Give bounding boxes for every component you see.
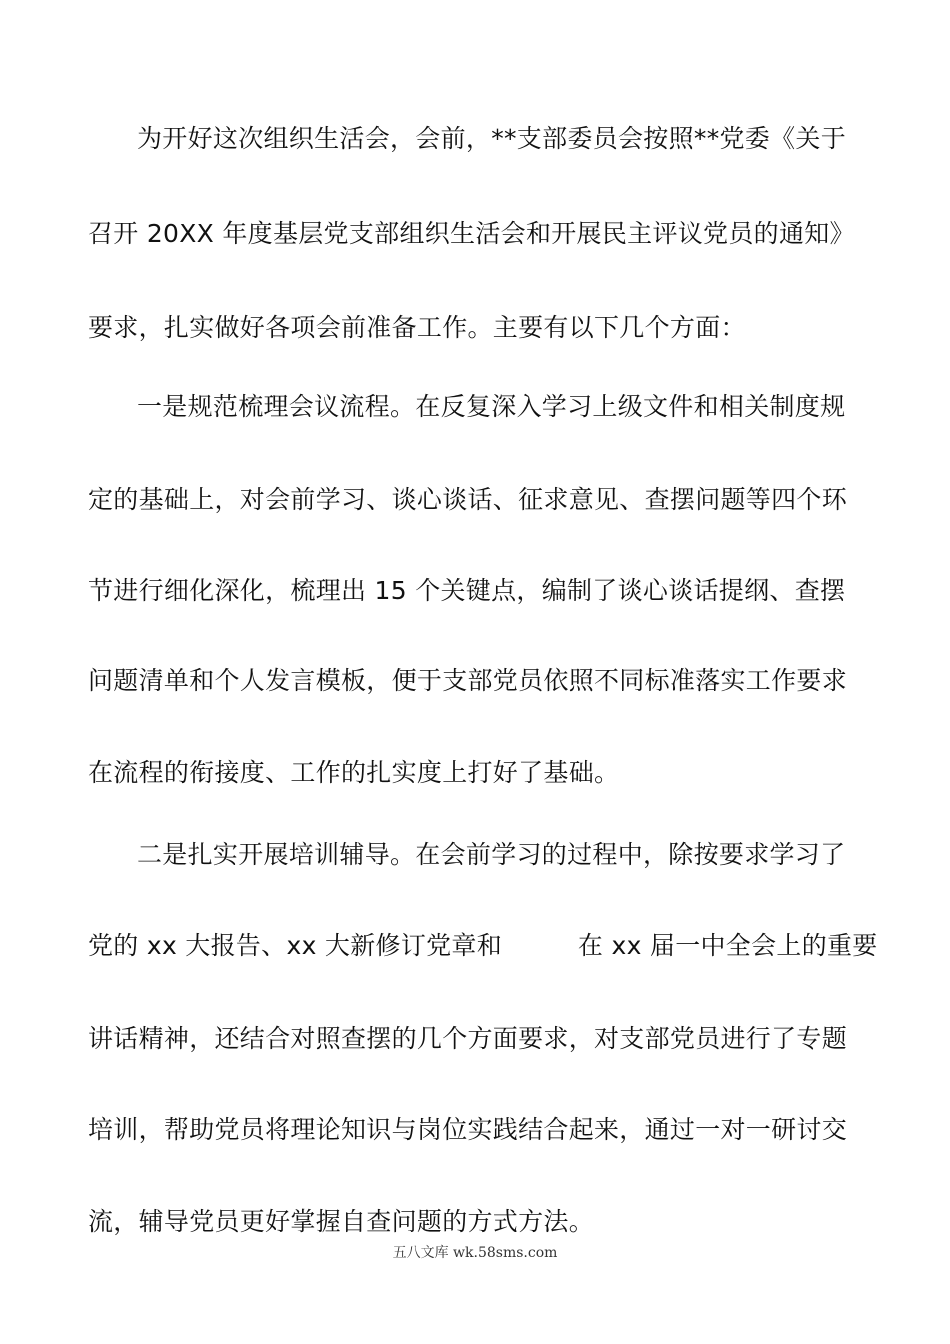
paragraph-2-line-1: 一是规范梳理会议流程。在反复深入学习上级文件和相关制度规 bbox=[137, 392, 846, 421]
paragraph-3-line-1: 二是扎实开展培训辅导。在会前学习的过程中，除按要求学习了 bbox=[137, 840, 846, 869]
paragraph-1-line-3: 要求，扎实做好各项会前准备工作。主要有以下几个方面： bbox=[88, 313, 746, 342]
paragraph-3-line-4: 培训，帮助党员将理论知识与岗位实践结合起来，通过一对一研讨交 bbox=[88, 1115, 848, 1144]
paragraph-2-line-3: 节进行细化深化，梳理出 15 个关键点，编制了谈心谈话提纲、查摆 bbox=[88, 576, 846, 605]
paragraph-2-line-5: 在流程的衔接度、工作的扎实度上打好了基础。 bbox=[88, 758, 620, 787]
paragraph-2-line-2: 定的基础上，对会前学习、谈心谈话、征求意见、查摆问题等四个环 bbox=[88, 485, 848, 514]
paragraph-1-line-2: 召开 20XX 年度基层党支部组织生活会和开展民主评议党员的通知》 bbox=[88, 219, 855, 248]
paragraph-3-line-5: 流，辅导党员更好掌握自查问题的方式方法。 bbox=[88, 1207, 595, 1236]
paragraph-1-line-1: 为开好这次组织生活会，会前，**支部委员会按照**党委《关于 bbox=[137, 124, 847, 153]
footer-watermark: 五八文库 wk.58sms.com bbox=[392, 1245, 558, 1261]
paragraph-2-line-4: 问题清单和个人发言模板，便于支部党员依照不同标准落实工作要求 bbox=[88, 666, 848, 695]
paragraph-3-line-2: 党的 xx 大报告、xx 大新修订党章和 在 xx 届一中全会上的重要 bbox=[88, 931, 878, 960]
paragraph-3-line-3: 讲话精神，还结合对照查摆的几个方面要求，对支部党员进行了专题 bbox=[88, 1024, 848, 1053]
